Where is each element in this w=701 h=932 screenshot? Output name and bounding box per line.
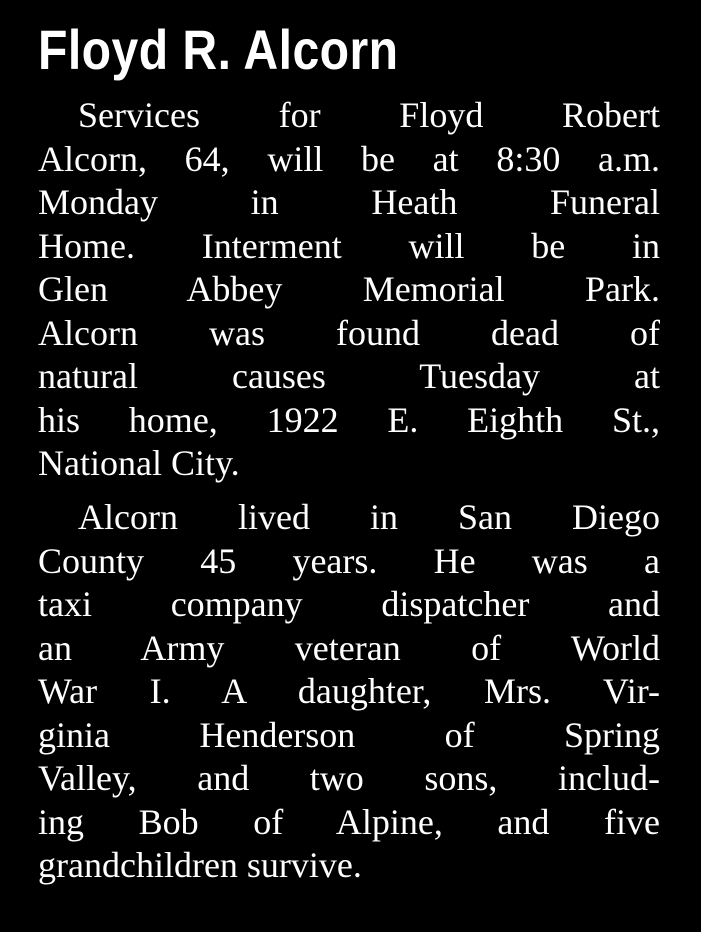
text-line: natural causes Tuesday at [38,356,660,396]
text-line: Home. Interment will be in [38,225,660,266]
text-line: ing Bob of Alpine, and five [38,801,660,842]
text-line: an Army veteran of World [38,627,660,668]
obituary-paragraph-biography [38,496,660,888]
obituary-paragraph-services [38,94,660,486]
text-line: ginia Henderson of Spring [38,714,660,755]
text-line: Glen Abbey Memorial Park. [38,269,660,309]
text-line: National City. [38,443,240,483]
text-line: Alcorn, 64, will be at 8:30 a.m. [38,138,660,179]
text-line: his home, 1922 E. Eighth St., [38,399,660,440]
text-line: grandchildren survive. [38,845,362,885]
text-line: Monday in Heath Funeral [38,182,660,222]
text-line: Services for Floyd Robert [78,95,660,135]
obituary-headline: Floyd R. Alcorn [38,18,399,81]
text-line: County 45 years. He was a [38,540,660,581]
text-line: Alcorn lived in San Diego [78,497,660,537]
text-line: War I. A daughter, Mrs. Vir- [38,671,660,711]
text-line: taxi company dispatcher and [38,584,660,624]
text-line: Valley, and two sons, includ- [38,758,660,798]
text-line: Alcorn was found dead of [38,312,660,353]
